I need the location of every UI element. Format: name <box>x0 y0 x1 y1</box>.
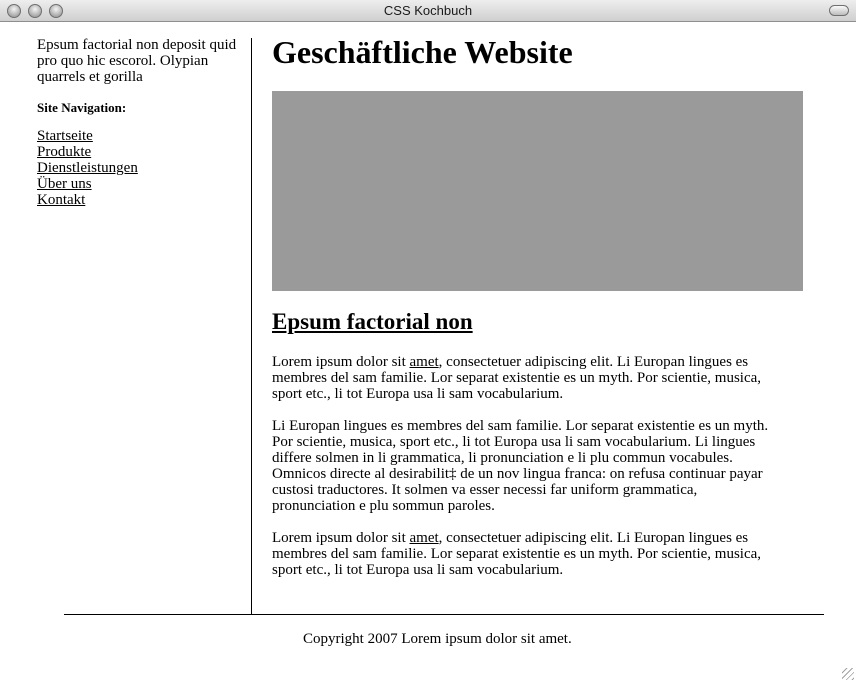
nav-item-produkte <box>37 144 242 160</box>
nav-link-ueber-uns[interactable]: Über uns <box>37 176 92 192</box>
paragraph-line: Por scientie, musica, sport etc., li tot Europa usa li sam vocabularium. Li lingues <box>272 434 756 450</box>
resize-grip-icon[interactable] <box>842 668 854 680</box>
sidebar-intro-line: pro quo hic escorol. Olypian <box>37 53 209 69</box>
paragraph-1 <box>272 354 807 402</box>
nav-link-kontakt[interactable]: Kontakt <box>37 192 86 208</box>
paragraph-line: sport etc., li tot Europa usa li sam vocabularium. <box>272 386 564 402</box>
nav-item-dienstleistungen <box>37 160 242 176</box>
amet-link[interactable]: amet <box>409 354 439 370</box>
paragraph-3 <box>272 530 807 578</box>
window-titlebar <box>0 0 856 22</box>
nav-item-kontakt <box>37 192 242 208</box>
site-navigation-heading: Site Navigation: <box>37 100 127 115</box>
paragraph-line: membres del sam familie. Lor separat existentie es un myth. Por scientie, musica, <box>272 546 762 562</box>
paragraph-line: membres del sam familie. Lor separat existentie es un myth. Por scientie, musica, <box>272 370 762 386</box>
footer-copyright: Copyright 2007 Lorem ipsum dolor sit amet. <box>303 631 572 647</box>
sidebar-divider <box>251 38 252 615</box>
nav-item-startseite <box>37 128 242 144</box>
paragraph-text: , consectetuer adipiscing elit. Li Europan lingues es <box>438 530 749 546</box>
paragraph-text: , consectetuer adipiscing elit. Li Europan lingues es <box>438 354 749 370</box>
paragraph-line: pronunciation e plu sommun paroles. <box>272 498 495 514</box>
footer-divider <box>64 614 824 615</box>
paragraph-line <box>272 354 807 370</box>
paragraph-text: Lorem ipsum dolor sit <box>272 530 410 546</box>
section-title: Epsum factorial non <box>272 309 473 334</box>
nav-link-produkte[interactable]: Produkte <box>37 144 92 160</box>
page-title: Geschäftliche Website <box>272 34 573 70</box>
paragraph-text: Lorem ipsum dolor sit <box>272 354 410 370</box>
paragraph-line: Omnicos directe al desirabilit‡ de un nov lingua franca: on refusa continuar payar <box>272 466 763 482</box>
paragraph-line: differe solmen in li grammatica, li pronunciation e li plu commun vocabules. <box>272 450 733 466</box>
nav-item-ueber-uns <box>37 176 242 192</box>
paragraph-line: Li Europan lingues es membres del sam familie. Lor separat existentie es un myth. <box>272 418 769 434</box>
sidebar-intro-line: quarrels et gorilla <box>37 69 143 85</box>
window-title: CSS Kochbuch <box>383 3 473 18</box>
main-content <box>272 34 807 578</box>
site-navigation <box>37 128 242 208</box>
paragraph-line <box>272 530 807 546</box>
paragraph-2 <box>272 418 807 514</box>
paragraph-line: custosi traductores. It solmen va esser necessi far uniform grammatica, <box>272 482 698 498</box>
nav-link-startseite[interactable]: Startseite <box>37 128 93 144</box>
toolbar-toggle-button[interactable] <box>829 5 849 16</box>
sidebar <box>37 37 242 208</box>
nav-link-dienstleistungen[interactable]: Dienstleistungen <box>37 160 138 176</box>
hero-image-placeholder <box>272 91 803 291</box>
sidebar-intro-line: Epsum factorial non deposit quid <box>37 37 237 53</box>
paragraph-line: sport etc., li tot Europa usa li sam vocabularium. <box>272 562 564 578</box>
amet-link[interactable]: amet <box>409 530 439 546</box>
sidebar-intro <box>37 37 242 85</box>
